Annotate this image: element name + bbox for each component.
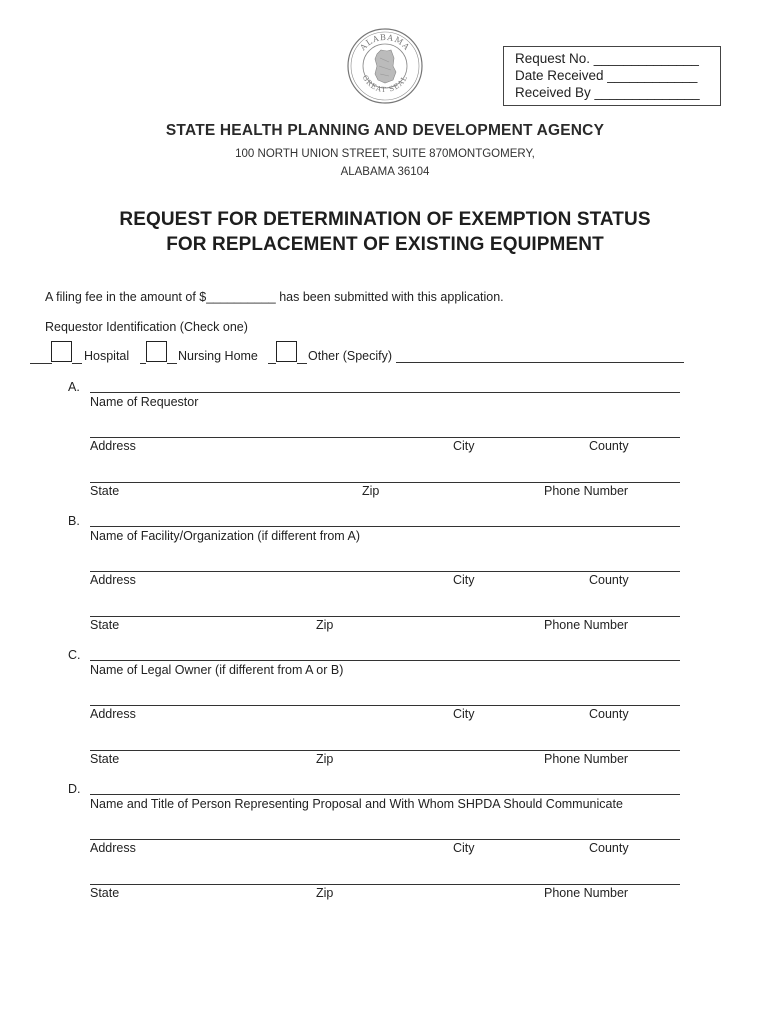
state-zip-phone-input[interactable] xyxy=(90,750,680,751)
nursing-home-checkbox[interactable] xyxy=(146,341,167,362)
address-label: Address xyxy=(90,707,136,721)
legal-owner-name-input[interactable] xyxy=(90,660,680,661)
county-label: County xyxy=(589,439,629,453)
zip-label: Zip xyxy=(316,752,334,766)
phone-label: Phone Number xyxy=(544,484,629,498)
other-specify-input[interactable] xyxy=(396,362,684,363)
city-label: City xyxy=(453,439,475,453)
phone-label: Phone Number xyxy=(544,886,629,900)
state-zip-phone-input[interactable] xyxy=(90,884,680,885)
filing-fee-statement: A filing fee in the amount of $__________ has been submitted with this application. xyxy=(45,290,504,304)
form-title-line2: FOR REPLACEMENT OF EXISTING EQUIPMENT xyxy=(166,234,604,255)
name-label: Name and Title of Person Representing Proposal and With Whom SHPDA Should Communicate xyxy=(90,797,623,811)
facility-name-input[interactable] xyxy=(90,526,680,527)
alabama-great-seal xyxy=(347,28,423,104)
section-d xyxy=(0,780,770,900)
other-label: Other (Specify) xyxy=(308,349,393,363)
agency-address-line2: ALABAMA 36104 xyxy=(340,166,430,178)
address-city-county-input[interactable] xyxy=(90,437,680,438)
address-city-county-input[interactable] xyxy=(90,571,680,572)
city-label: City xyxy=(453,573,475,587)
address-label: Address xyxy=(90,439,136,453)
hospital-label: Hospital xyxy=(84,349,130,363)
address-label: Address xyxy=(90,573,136,587)
state-zip-phone-input[interactable] xyxy=(90,616,680,617)
county-label: County xyxy=(589,573,629,587)
state-label: State xyxy=(90,752,120,766)
state-zip-phone-input[interactable] xyxy=(90,482,680,483)
city-label: City xyxy=(453,841,475,855)
state-label: State xyxy=(90,886,120,900)
section-letter: B. xyxy=(68,514,80,528)
svg-text:GREAT SEAL: GREAT SEAL xyxy=(360,73,410,95)
section-letter: A. xyxy=(68,380,80,394)
request-no-field[interactable]: Request No. ______________ xyxy=(515,51,699,66)
hospital-checkbox[interactable] xyxy=(51,341,72,362)
office-use-box xyxy=(503,46,721,106)
section-a xyxy=(0,378,770,498)
other-checkbox[interactable] xyxy=(276,341,297,362)
date-received-field[interactable]: Date Received ____________ xyxy=(515,68,698,83)
section-letter: C. xyxy=(68,648,81,662)
phone-label: Phone Number xyxy=(544,618,629,632)
address-city-county-input[interactable] xyxy=(90,705,680,706)
name-label: Name of Legal Owner (if different from A or B) xyxy=(90,663,344,677)
svg-text:ALABAMA: ALABAMA xyxy=(358,32,412,53)
agency-name: STATE HEALTH PLANNING AND DEVELOPMENT AGENCY xyxy=(165,122,605,139)
address-label: Address xyxy=(90,841,136,855)
city-label: City xyxy=(453,707,475,721)
county-label: County xyxy=(589,841,629,855)
other-check-line xyxy=(268,363,276,364)
section-b xyxy=(0,512,770,632)
name-label: Name of Requestor xyxy=(90,395,199,409)
hospital-check-line xyxy=(30,363,52,364)
section-letter: D. xyxy=(68,782,81,796)
section-c xyxy=(0,646,770,766)
state-label: State xyxy=(90,618,120,632)
zip-label: Zip xyxy=(316,886,334,900)
name-label: Name of Facility/Organization (if different from A) xyxy=(90,529,361,543)
form-title-line1: REQUEST FOR DETERMINATION OF EXEMPTION STATUS xyxy=(119,209,651,230)
requestor-name-input[interactable] xyxy=(90,392,680,393)
received-by-field[interactable]: Received By ______________ xyxy=(515,85,700,100)
representative-name-input[interactable] xyxy=(90,794,680,795)
zip-label: Zip xyxy=(362,484,380,498)
other-check-line-right xyxy=(297,363,307,364)
nursing-home-check-line xyxy=(140,363,146,364)
state-label: State xyxy=(90,484,120,498)
nursing-home-label: Nursing Home xyxy=(178,349,258,363)
phone-label: Phone Number xyxy=(544,752,629,766)
zip-label: Zip xyxy=(316,618,334,632)
nursing-home-check-line-right xyxy=(167,363,177,364)
hospital-check-line-right xyxy=(72,363,82,364)
requestor-identification-label: Requestor Identification (Check one) xyxy=(45,320,248,334)
agency-address-line1: 100 NORTH UNION STREET, SUITE 870MONTGOMERY, xyxy=(235,148,535,160)
address-city-county-input[interactable] xyxy=(90,839,680,840)
county-label: County xyxy=(589,707,629,721)
